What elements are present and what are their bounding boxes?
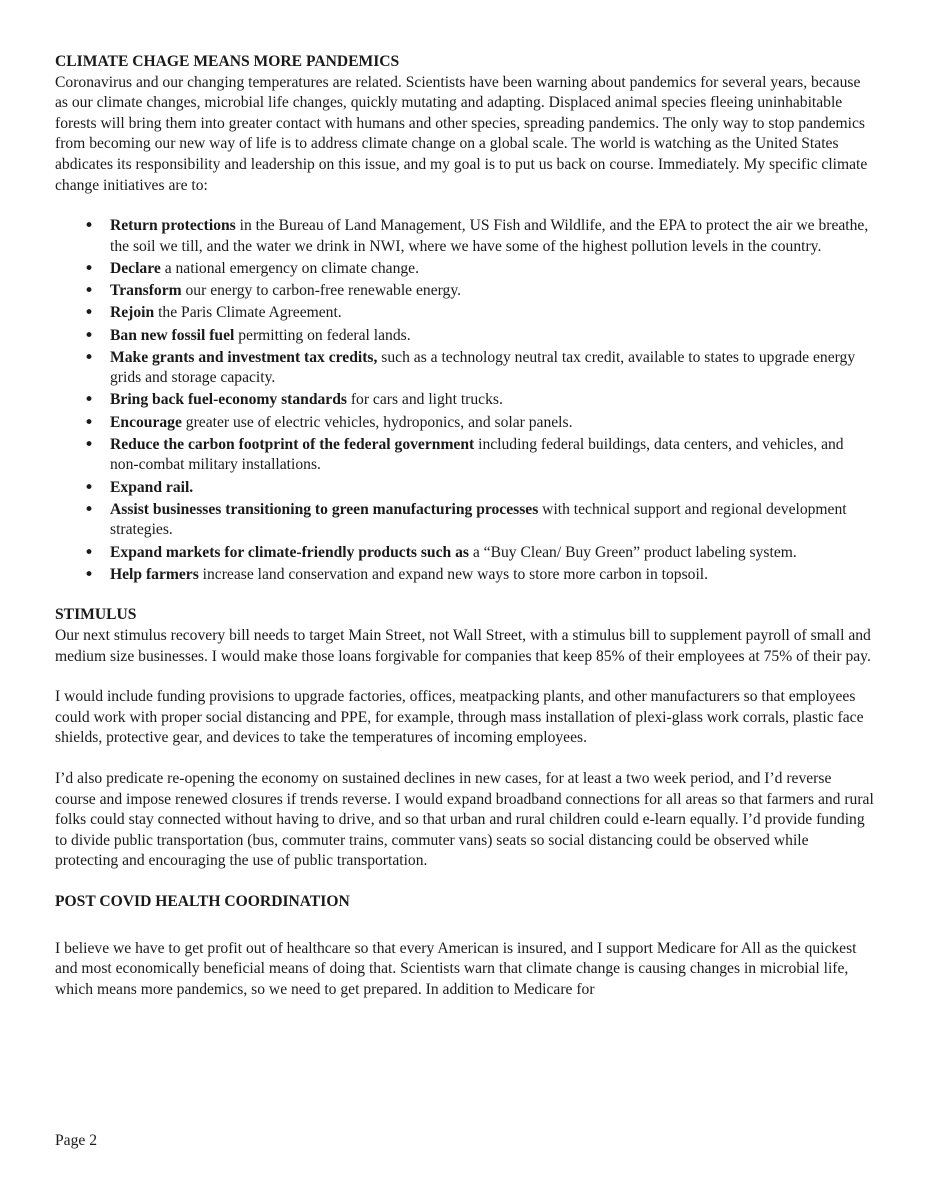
list-item <box>110 500 875 541</box>
list-item-lead: Transform <box>110 282 182 300</box>
list-item-text: the Paris Climate Agreement. <box>154 304 342 322</box>
list-item-lead: Ban new fossil fuel <box>110 326 235 344</box>
stimulus-paragraph-1: Our next stimulus recovery bill needs to target Main Street, not Wall Street, with a stimulus bill to supplement payroll of small and medium size businesses. I would make those loans forgivable for companies that keep 85% of their employees at 75% of their pay. <box>55 626 871 665</box>
list-item <box>110 303 875 324</box>
list-item <box>110 390 875 411</box>
list-item-lead: Expand markets for climate-friendly products such as <box>110 543 469 561</box>
document-page <box>55 52 875 1000</box>
list-item <box>110 543 875 564</box>
climate-intro-paragraph: Coronavirus and our changing temperatures are related. Scientists have been warning about pandemics for several years, because as our climate changes, microbial life changes, quickly mutating and adapting. Displaced animal species fleeing uninhabitable forests will bring them into greater contact with humans and other species, spreading pandemics. The only way to stop pandemics from becoming our new way of life is to address climate change on a global scale. The world is watching as the United States abdicates its responsibility and leadership on this issue, and my goal is to put us back on course. Immediately. My specific climate change initiatives are to: <box>55 73 868 194</box>
list-item-lead: Expand rail. <box>110 478 194 496</box>
list-item-lead: Bring back fuel-economy standards <box>110 391 347 409</box>
list-item-lead: Make grants and investment tax credits, <box>110 348 378 366</box>
list-item-lead: Rejoin <box>110 304 155 322</box>
stimulus-heading: STIMULUS <box>55 606 137 624</box>
list-item <box>110 435 875 476</box>
list-item <box>110 326 875 347</box>
list-item-text: such as a technology neutral tax credit, available to states to upgrade energy grids and storage capacity. <box>110 348 856 387</box>
page-number: Page 2 <box>55 1132 98 1149</box>
list-item <box>110 413 875 434</box>
list-item-text: permitting on federal lands. <box>234 326 411 344</box>
list-item-text: for cars and light trucks. <box>346 391 503 409</box>
list-item-lead: Reduce the carbon footprint of the federal government <box>110 435 475 453</box>
list-item <box>110 259 875 280</box>
list-item <box>110 348 875 389</box>
list-item <box>110 565 875 586</box>
stimulus-paragraph-3: I’d also predicate re-opening the economy on sustained declines in new cases, for at least a two week period, and I’d reverse course and impose renewed closures if trends reverse. I would expand broadband connections for all areas so that farmers and rural folks could stay connected without having to drive, and so that urban and rural children could e-learn equally. I’d provide funding to divide public transportation (bus, commuter trains, commuter vans) seats so social distancing could be observed while protecting and encouraging the use of public transportation. <box>55 769 874 870</box>
list-item-text: in the Bureau of Land Management, US Fish and Wildlife, and the EPA to protect the air we breathe, the soil we till, and the water we drink in NWI, where we have some of the highest pollution levels in the country. <box>110 217 869 255</box>
climate-initiatives-list <box>55 216 875 585</box>
stimulus-paragraph-2: I would include funding provisions to upgrade factories, offices, meatpacking plants, and other manufacturers so that employees could work with proper social distancing and PPE, for example, through mass installation of plexi-glass work corrals, plastic face shields, protective gear, and devices to take the temperatures of incoming employees. <box>55 688 864 747</box>
list-item-text: our energy to carbon-free renewable energy. <box>181 282 462 300</box>
list-item-text: including federal buildings, data centers, and vehicles, and non-combat military installations. <box>110 435 844 474</box>
list-item-text: with technical support and regional development strategies. <box>110 500 847 539</box>
health-paragraph-1: I believe we have to get profit out of healthcare so that every American is insured, and I support Medicare for All as the quickest and most economically beneficial means of doing that. Scientists warn that climate change is causing changes in microbial life, which means more pandemics, so we need to get prepared. In addition to Medicare for <box>55 939 857 998</box>
list-item-lead: Assist businesses transitioning to green manufacturing processes <box>110 500 539 518</box>
climate-heading: CLIMATE CHAGE MEANS MORE PANDEMICS <box>55 53 400 70</box>
list-item-text: greater use of electric vehicles, hydroponics, and solar panels. <box>181 413 573 431</box>
list-item <box>110 216 875 257</box>
list-item-lead: Help farmers <box>110 565 199 583</box>
list-item-text: a national emergency on climate change. <box>160 259 419 277</box>
health-heading: POST COVID HEALTH COORDINATION <box>55 892 350 910</box>
list-item-lead: Declare <box>110 259 161 277</box>
list-item-text: increase land conservation and expand new ways to store more carbon in topsoil. <box>198 565 709 583</box>
list-item-text: a “Buy Clean/ Buy Green” product labeling system. <box>468 543 797 561</box>
list-item <box>110 281 875 302</box>
list-item-lead: Encourage <box>110 413 182 431</box>
list-item-lead: Return protections <box>110 217 236 235</box>
list-item <box>110 478 875 499</box>
